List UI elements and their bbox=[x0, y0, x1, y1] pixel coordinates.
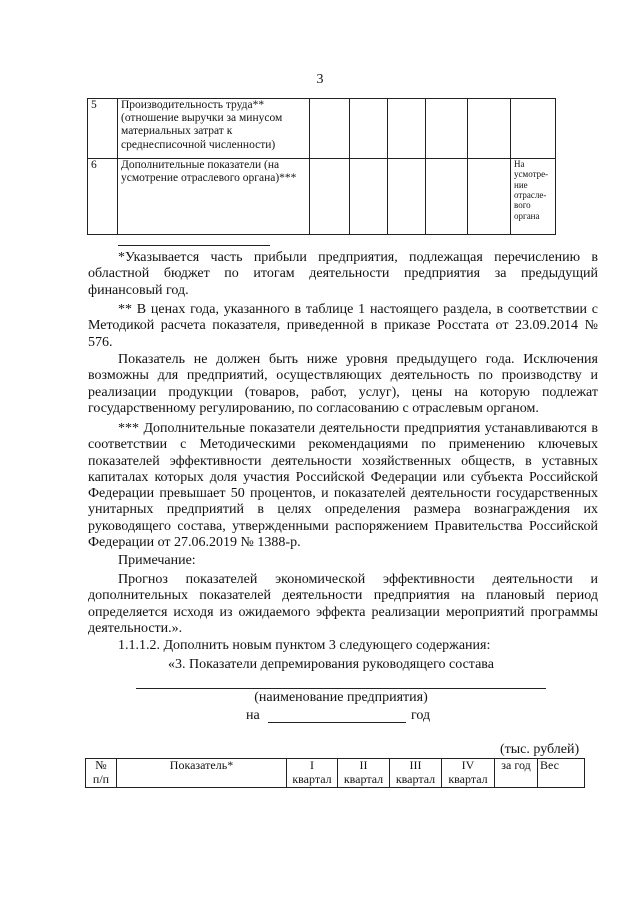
footnote-level: Показатель не должен быть ниже уровня предыдущего года. Исключения возможны для предприятий, осуществляющих деятельность по производству и реализации продукции (товаров, работ, услуг), цены на которую подлежат государственному регулированию, по согласованию с отраслевым органом. bbox=[88, 352, 598, 416]
table-row bbox=[88, 159, 556, 235]
note-heading: Примечание: bbox=[118, 553, 196, 568]
footnote-separator bbox=[118, 245, 270, 246]
depremium-table-header bbox=[85, 758, 585, 788]
year-blank-line bbox=[268, 722, 406, 723]
year-suffix: год bbox=[411, 708, 431, 723]
header-cell: Вес bbox=[538, 759, 585, 788]
note-cell: На усмотре-ние отрасле-вого органа bbox=[511, 159, 556, 235]
header-cell: за год bbox=[495, 759, 538, 788]
header-cell: IV квартал bbox=[442, 759, 495, 788]
table-row bbox=[88, 99, 556, 159]
indicator-cell: Производительность труда** (отношение выручки за минусом материальных затрат к среднесписочной численности) bbox=[118, 99, 310, 159]
footnote-additional: *** Дополнительные показатели деятельности предприятия устанавливаются в соответствии с Методическими рекомендациями по применению ключевых показателей эффективности деятельности хозяйственных обществ, в уставных капиталах которых доля участия Российской Федерации или субъекта Российской Федерации превышает 50 процентов, и показателей деятельности государственных унитарных предприятий в целях определения размера вознаграждения их руководящего состава, утвержденными распоряжением Правительства Российской Федерации от 27.06.2019 № 1388-р. bbox=[88, 421, 598, 551]
header-cell: I квартал bbox=[287, 759, 338, 788]
row-number: 5 bbox=[88, 99, 118, 159]
row-number: 6 bbox=[88, 159, 118, 235]
footnote-productivity: ** В ценах года, указанного в таблице 1 настоящего раздела, в соответствии с Методикой расчета показателя, приведенной в приказе Росстата от 23.09.2014 № 576. bbox=[88, 302, 598, 350]
year-prefix: на bbox=[246, 708, 260, 723]
enterprise-name-line bbox=[136, 688, 546, 689]
indicator-cell: Дополнительные показатели (на усмотрение отраслевого органа)*** bbox=[118, 159, 310, 235]
footnote-profit: *Указывается часть прибыли предприятия, подлежащая перечислению в областной бюджет по итогам деятельности предприятия за предыдущий финансовый год. bbox=[88, 250, 598, 298]
enterprise-caption: (наименование предприятия) bbox=[254, 690, 428, 705]
header-cell: Показатель* bbox=[117, 759, 287, 788]
amendment-line: 1.1.1.2. Дополнить новым пунктом 3 следующего содержания: bbox=[118, 638, 491, 653]
section-title: «3. Показатели депремирования руководящего состава bbox=[168, 657, 494, 672]
page-number: 3 bbox=[316, 72, 324, 87]
note-text: Прогноз показателей экономической эффективности деятельности и дополнительных показателей деятельности предприятия на плановый период определяется исходя из ожидаемого эффекта реализации мероприятий программы деятельности.». bbox=[88, 572, 598, 636]
header-cell: № п/п bbox=[86, 759, 117, 788]
header-cell: III квартал bbox=[390, 759, 442, 788]
table-header-row bbox=[86, 759, 585, 788]
header-cell: II квартал bbox=[338, 759, 390, 788]
units-label: (тыс. рублей) bbox=[500, 742, 580, 757]
indicators-table-continued bbox=[87, 98, 556, 235]
